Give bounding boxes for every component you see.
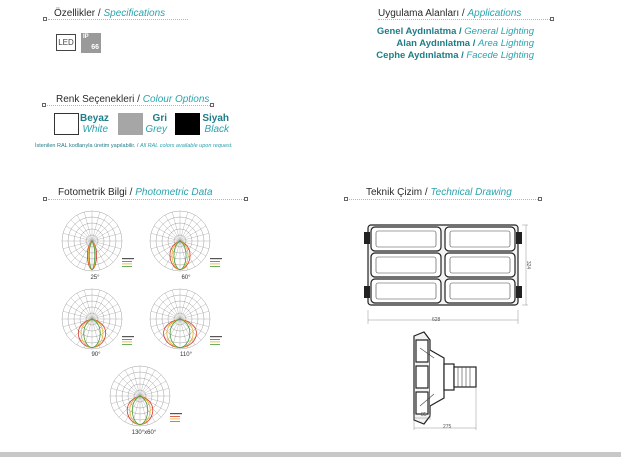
application-item: Alan Aydınlatma / Area Lighting: [396, 38, 534, 49]
polar-label-110: 110°: [180, 352, 192, 358]
colour-label-black: Siyah Black: [202, 113, 229, 135]
section-marker: [43, 197, 47, 201]
technical-drawing-side: [400, 328, 510, 432]
application-item: Cephe Aydınlatma / Facede Lighting: [376, 50, 534, 61]
specifications-title: Özellikler / Specifications: [54, 8, 166, 19]
ral-note: İstenilen RAL kodlarıyla üretim yapılabilir. / All RAL colors available upon request.: [35, 143, 233, 149]
divider: [48, 199, 244, 200]
polar-label-60: 60°: [181, 275, 191, 281]
polar-label-130x60: 130°x60°: [131, 430, 157, 436]
dim-width: 628: [432, 317, 441, 323]
section-marker: [210, 103, 214, 107]
dim-depth-small: 85: [421, 412, 427, 418]
polar-label-25: 25°: [90, 275, 100, 281]
polar-chart-110: [148, 286, 224, 352]
colour-options-title: Renk Seçenekleri / Colour Options: [56, 94, 210, 105]
divider: [349, 199, 538, 200]
dim-depth-total: 275: [443, 424, 452, 430]
polar-chart-60: [148, 208, 224, 274]
section-marker: [550, 17, 554, 21]
polar-chart-25: [60, 208, 136, 274]
colour-swatch-grey: [118, 113, 143, 135]
footer-bar: [0, 452, 621, 457]
photometric-title: Fotometrik Bilgi / Photometric Data: [58, 187, 213, 198]
polar-label-90: 90°: [91, 352, 101, 358]
ip66-icon: IP 66: [83, 34, 99, 51]
colour-label-white: Beyaz White: [80, 113, 109, 135]
section-marker: [344, 197, 348, 201]
technical-drawing-front: [356, 220, 536, 328]
divider: [378, 19, 550, 20]
section-marker: [244, 197, 248, 201]
technical-title: Teknik Çizim / Technical Drawing: [366, 187, 512, 198]
divider: [47, 105, 210, 106]
colour-swatch-black: [175, 113, 200, 135]
colour-label-grey: Gri Grey: [145, 113, 167, 135]
section-marker: [538, 197, 542, 201]
applications-title: Uygulama Alanları / Applications: [378, 8, 522, 19]
section-marker: [43, 17, 47, 21]
dim-height: 324: [525, 260, 532, 270]
application-item: Genel Aydınlatma / General Lighting: [376, 26, 534, 37]
led-icon: LED: [56, 34, 76, 51]
polar-chart-90: [60, 286, 136, 352]
divider: [48, 19, 188, 20]
colour-swatch-white: [54, 113, 79, 135]
polar-chart-130x60: [108, 363, 184, 429]
section-marker: [42, 103, 46, 107]
